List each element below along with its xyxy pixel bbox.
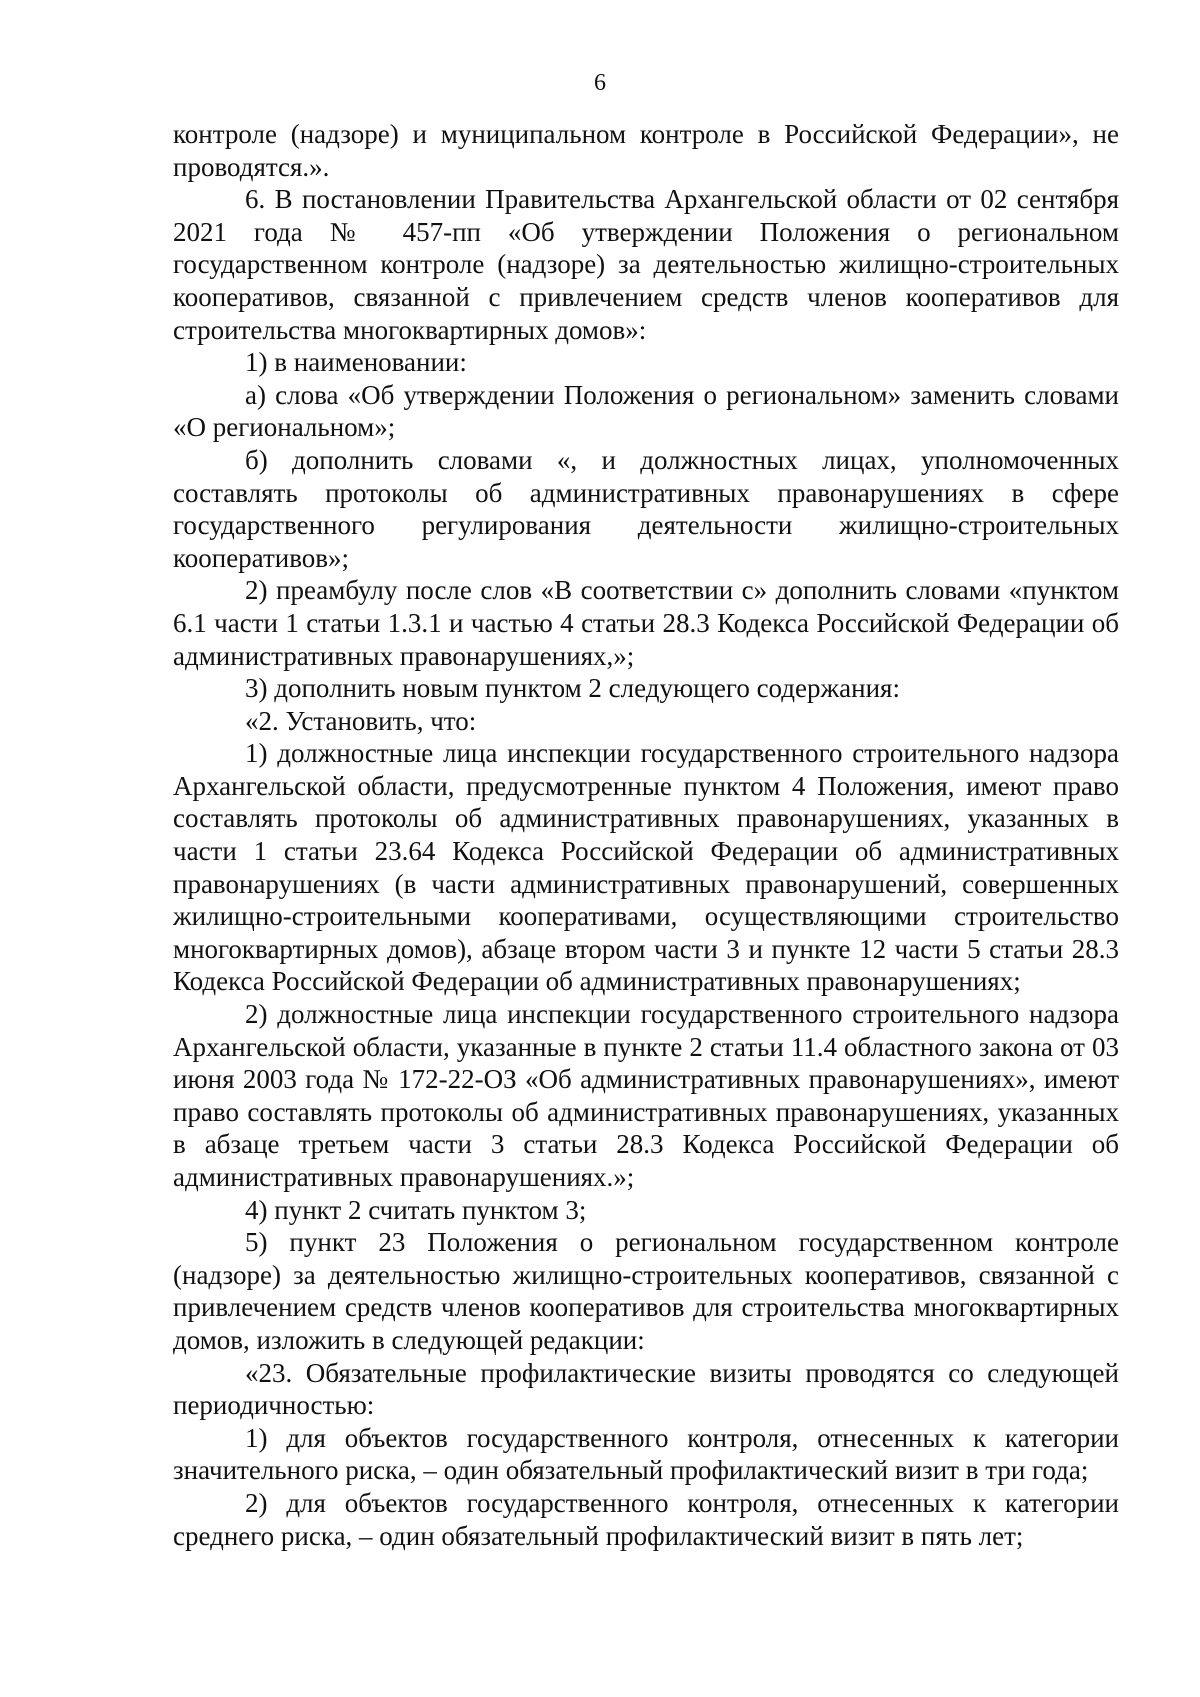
paragraph-quote-23: «23. Обязательные профилактические визиты проводятся со следующей периодичностью: xyxy=(173,1357,1119,1421)
paragraph-quote-2: «2. Установить, что: xyxy=(245,705,477,736)
paragraph-subitem-a: а) слова «Об утверждении Положения о региональном» заменить словами «О региональном»; xyxy=(173,379,1119,443)
paragraph-quote-23-1: 1) для объектов государственного контроля, отнесенных к категории значительного риска, – один обязательный профилактический визит в три года; xyxy=(173,1422,1119,1486)
paragraph-subitem-4: 4) пункт 2 считать пунктом 3; xyxy=(245,1194,587,1225)
paragraph-quote-2-2: 2) должностные лица инспекции государственного строительного надзора Архангельской области, указанные в пункте 2 статьи 11.4 областного закона от 03 июня 2003 года № 172-22-ОЗ «Об административных правонарушениях», имеют право составлять протоколы об административных правонарушениях, указанных в абзаце третьем части 3 статьи 28.3 Кодекса Российской Федерации об административных правонарушениях.»; xyxy=(173,999,1119,1192)
paragraph-quote-23-2: 2) для объектов государственного контроля, отнесенных к категории среднего риска, – один обязательный профилактический визит в пять лет; xyxy=(173,1487,1119,1551)
paragraph-item-6: 6. В постановлении Правительства Архангельской области от 02 сентября 2021 года № 457-пп «Об утверждении Положения о региональном государственном контроле (надзоре) за деятельностью жилищно-строительных кооперативов, связанной с привлечением средств членов кооперативов для строительства многоквартирных домов»: xyxy=(173,184,1119,345)
paragraph-subitem-3: 3) дополнить новым пунктом 2 следующего содержания: xyxy=(245,673,900,704)
paragraph-subitem-b: б) дополнить словами «, и должностных лицах, уполномоченных составлять протоколы об административных правонарушениях в сфере государственного регулирования деятельности жилищно-строительных кооперативов»; xyxy=(173,444,1119,573)
paragraph-subitem-2: 2) преамбулу после слов «В соответствии с» дополнить словами «пунктом 6.1 части 1 статьи 1.3.1 и частью 4 статьи 28.3 Кодекса Российской Федерации об административных правонарушениях,»; xyxy=(173,575,1119,671)
page-number: 6 xyxy=(594,70,606,96)
document-body xyxy=(173,118,1119,1552)
paragraph-quote-2-1: 1) должностные лица инспекции государственного строительного надзора Архангельской области, предусмотренные пунктом 4 Положения, имеют право составлять протоколы об административных правонарушениях, указанных в части 1 статьи 23.64 Кодекса Российской Федерации об административных правонарушениях (в части административных правонарушений, совершенных жилищно-строительными кооперативами, осуществляющими строительство многоквартирных домов), абзаце втором части 3 и пункте 12 части 5 статьи 28.3 Кодекса Российской Федерации об административных правонарушениях; xyxy=(173,738,1119,997)
paragraph-subitem-5: 5) пункт 23 Положения о региональном государственном контроле (надзоре) за деятельностью жилищно-строительных кооперативов, связанной с привлечением средств членов кооперативов для строительства многоквартирных домов, изложить в следующей редакции: xyxy=(173,1227,1119,1355)
paragraph-subitem-1: 1) в наименовании: xyxy=(245,347,467,378)
paragraph-continuation: контроле (надзоре) и муниципальном контроле в Российской Федерации», не проводятся.». xyxy=(173,119,1119,182)
